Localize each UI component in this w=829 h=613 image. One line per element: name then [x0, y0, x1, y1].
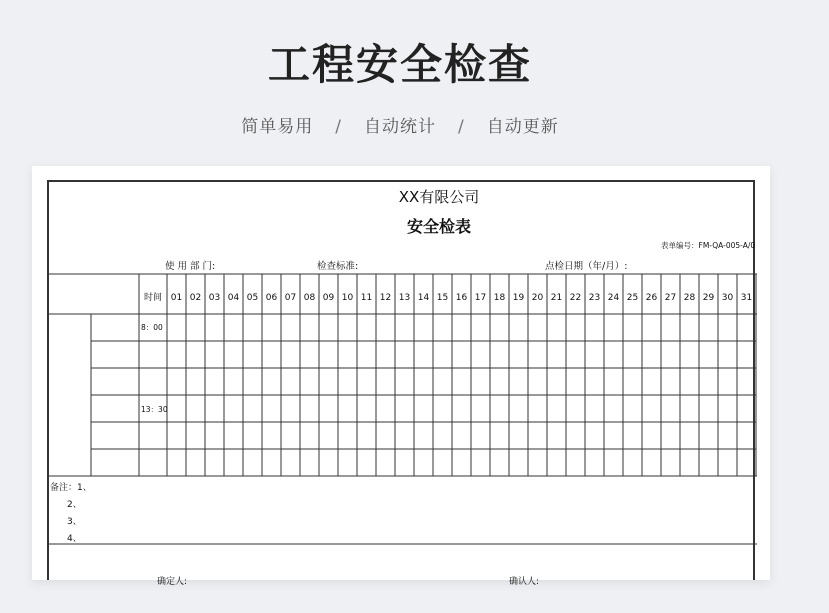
day-header: 07 — [284, 293, 297, 303]
day-header: 01 — [170, 293, 183, 303]
day-header: 18 — [493, 293, 506, 303]
day-header: 22 — [569, 293, 582, 303]
day-header: 10 — [341, 293, 354, 303]
day-header: 26 — [645, 293, 658, 303]
day-header: 11 — [360, 293, 373, 303]
day-header: 30 — [721, 293, 734, 303]
feature-auto-update: 自动更新 — [486, 117, 559, 137]
day-header: 25 — [626, 293, 639, 303]
day-header: 20 — [531, 293, 544, 303]
day-header: 09 — [322, 293, 335, 303]
feature-list — [0, 112, 800, 137]
day-header: 27 — [664, 293, 677, 303]
note-line-4: 4、 — [67, 534, 82, 544]
day-header: 05 — [246, 293, 259, 303]
day-header: 19 — [512, 293, 525, 303]
day-header: 29 — [702, 293, 715, 303]
time-slot-afternoon: 13：30 — [141, 405, 168, 414]
date-label: 点检日期（年/月）: — [545, 261, 628, 272]
time-slot-morning: 8：00 — [141, 323, 163, 332]
day-header: 16 — [455, 293, 468, 303]
sign-left-label: 确定人: — [157, 577, 188, 587]
day-header: 23 — [588, 293, 601, 303]
day-header: 14 — [417, 293, 430, 303]
time-header: 时间 — [143, 293, 162, 303]
form-code: 表单编号：FM-QA-005-A/0 — [661, 241, 756, 250]
day-header: 15 — [436, 293, 449, 303]
day-header: 03 — [208, 293, 221, 303]
form-grid — [49, 182, 757, 582]
note-line-1: 备注：1、 — [50, 483, 92, 493]
form-title: 安全检表 — [406, 217, 471, 236]
day-header: 13 — [398, 293, 411, 303]
feature-separator: / — [335, 117, 342, 137]
day-header: 08 — [303, 293, 316, 303]
note-line-2: 2、 — [67, 500, 82, 510]
feature-easy: 简单易用 — [241, 117, 314, 137]
day-header: 31 — [740, 293, 753, 303]
day-header: 06 — [265, 293, 278, 303]
day-header: 17 — [474, 293, 487, 303]
note-line-3: 3、 — [67, 517, 82, 527]
day-header: 21 — [550, 293, 563, 303]
company-name: XX有限公司 — [398, 188, 480, 206]
day-header: 28 — [683, 293, 696, 303]
day-header: 24 — [607, 293, 620, 303]
day-header: 04 — [227, 293, 240, 303]
sign-right-label: 确认人: — [509, 577, 540, 587]
day-header: 12 — [379, 293, 392, 303]
department-label: 使 用 部 门: — [165, 261, 216, 272]
feature-separator: / — [458, 117, 465, 137]
page-title: 工程安全检查 — [267, 40, 532, 89]
spreadsheet-preview — [32, 166, 770, 587]
safety-check-form — [47, 180, 756, 587]
day-header: 02 — [189, 293, 202, 303]
standard-label: 检查标准: — [317, 261, 359, 272]
feature-auto-stats: 自动统计 — [364, 117, 436, 137]
